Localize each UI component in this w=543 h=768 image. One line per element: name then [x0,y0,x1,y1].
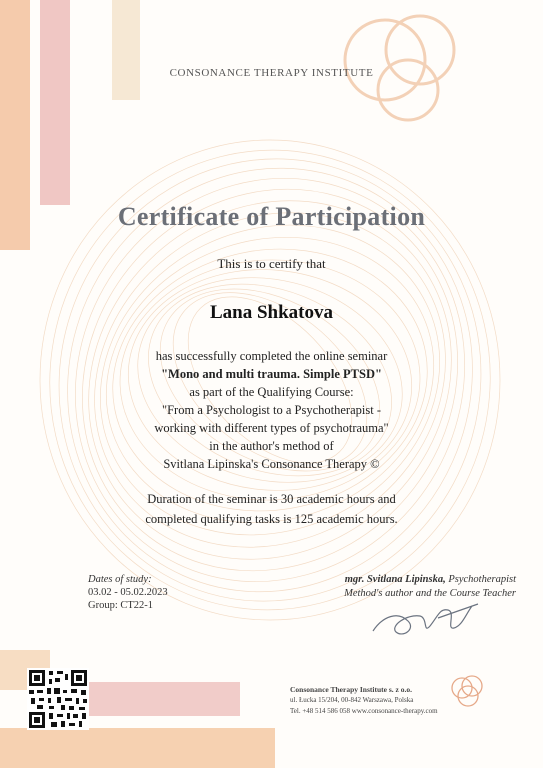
course-title-line: working with different types of psychotrauma" [154,421,389,435]
body-line: Svitlana Lipinska's Consonance Therapy © [163,457,380,471]
body-line: has successfully completed the online seminar [155,349,388,363]
qr-code [27,668,89,730]
dates-label: Dates of study: [88,574,152,585]
dates-range: 03.02 - 05.02.2023 [88,587,168,598]
company-address: ul. Łucka 15/204, 00-842 Warszawa, Polska [290,696,414,704]
course-title-line: "From a Psychologist to a Psychotherapist - [162,403,381,417]
seminar-title: "Mono and multi trauma. Simple PTSD" [161,367,382,381]
footer-contact [290,684,438,717]
institute-name: CONSONANCE THERAPY INSTITUTE [169,67,374,79]
recipient-name: Lana Shkatova [209,302,334,323]
group-code: Group: CT22-1 [88,600,154,611]
certificate-title: Certificate of Participation [117,202,426,231]
body-line: in the author's method of [209,439,334,453]
signature [368,596,488,646]
study-dates [88,573,168,612]
certificate-body [0,347,543,473]
body-line: as part of the Qualifying Course: [189,385,354,399]
company-name: Consonance Therapy Institute s. z o.o. [290,685,412,694]
duration-statement [0,489,543,529]
qr-code-icon [27,668,89,730]
duration-line: completed qualifying tasks is 125 academic hours. [145,512,398,526]
author-role: Psychotherapist [448,574,516,585]
company-contact: Tel. +48 514 586 058 www.consonance-therapy.com [290,707,438,715]
duration-line: Duration of the seminar is 30 academic hours and [147,492,396,506]
certify-line: This is to certify that [217,256,326,271]
author-name: mgr. Svitlana Lipinska, [344,574,446,585]
consonance-rings-logo-icon [448,672,488,712]
author-title: Method's author and the Course Teacher [344,588,516,599]
